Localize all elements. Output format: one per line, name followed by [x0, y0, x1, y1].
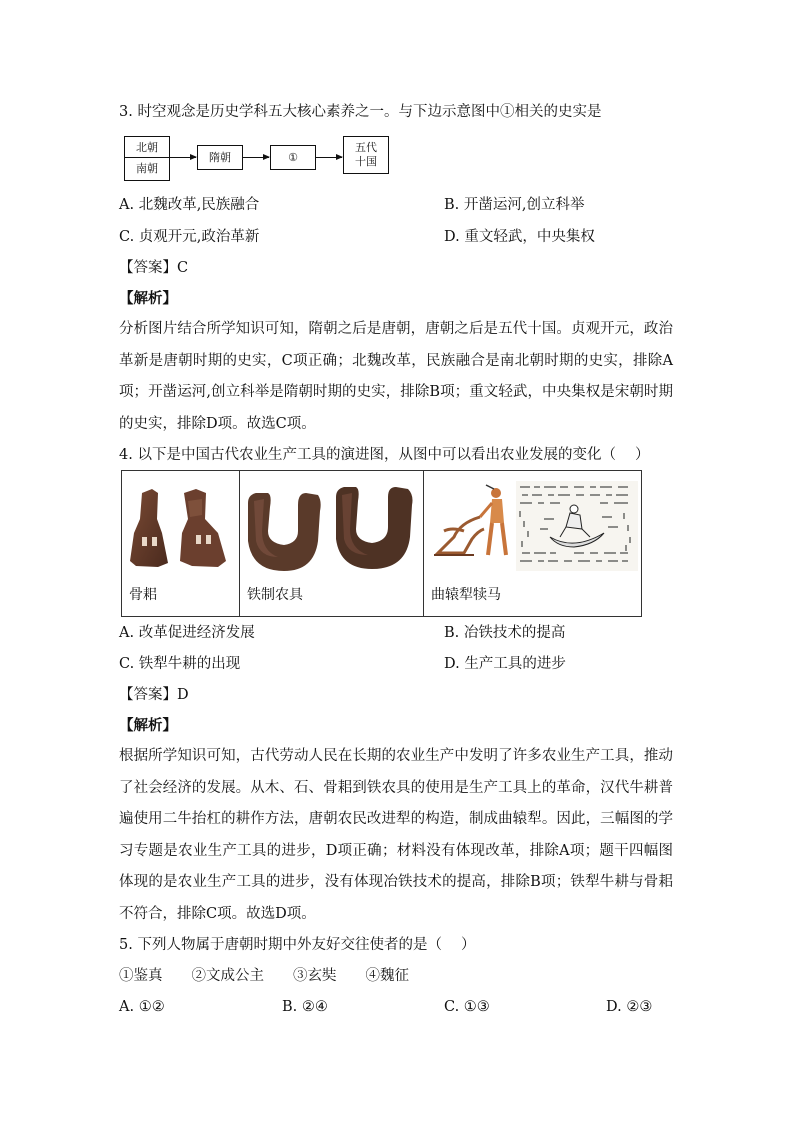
q4-cell-curved-plow: [424, 471, 641, 616]
q4-analysis: 根据所学知识可知，古代劳动人民在长期的农业生产中发明了许多农业生产工具，推动了社会经济的发展。从木、石、骨耜到铁农具的使用是生产工具上的革命，汉代牛耕普遍使用二牛抬杠的耕作方法，唐朝农民改进犁的构造，制成曲辕犁。因此，三幅图的学习专题是农业生产工具的进步，D项正确；材料没有体现改革，排除A项；题干四幅图体现的是农业生产工具的进步，没有体现冶铁技术的提高，排除B项；铁犁牛耕与骨耜不符合，排除C项。故选D项。: [119, 748, 673, 922]
q4-option-c: C. 铁犁牛耕的出现: [119, 656, 241, 672]
arrow-icon: [169, 157, 196, 158]
q3-answer: 【答案】C: [119, 260, 189, 276]
q5-option-a: A. ①②: [119, 999, 165, 1015]
q4-option-b: B. 冶铁技术的提高: [444, 625, 566, 641]
arrow-icon: [315, 157, 342, 158]
q4-stem: 4. 以下是中国古代农业生产工具的演进图，从图中可以看出农业发展的变化（ ）: [119, 447, 650, 463]
diagram-box-five-dynasties: [343, 136, 389, 174]
diagram-box-blank: ①: [270, 145, 316, 170]
q5-items: ①鉴真 ②文成公主 ③玄奘 ④魏征: [119, 968, 409, 984]
bone-spade-image: [122, 471, 239, 581]
q4-option-d: D. 生产工具的进步: [444, 656, 566, 672]
q5-option-b: B. ②④: [282, 999, 328, 1015]
q3-analysis: 分析图片结合所学知识可知，隋朝之后是唐朝，唐朝之后是五代十国。贞观开元，政治革新是唐朝时期的史实，C项正确；北魏改革，民族融合是南北朝时期的史实，排除A项；开凿运河,创立科举是隋朝时期的史实，排除B项；重文轻武，中央集权是宋朝时期的史实，排除D项。故选C项。: [119, 321, 673, 432]
q5-option-c: C. ①③: [444, 999, 490, 1015]
iron-tools-image: [240, 471, 423, 581]
q3-option-c: C. 贞观开元,政治革新: [119, 229, 260, 245]
q3-stem: 3. 时空观念是历史学科五大核心素养之一。与下边示意图中①相关的史实是: [119, 104, 602, 120]
q5-option-d: D. ②③: [606, 999, 653, 1015]
q3-option-a: A. 北魏改革,民族融合: [119, 197, 260, 213]
diagram-box-north: 北朝: [124, 136, 170, 158]
q4-option-a: A. 改革促进经济发展: [119, 625, 255, 641]
diagram-box-five-dynasties-line2: 十国: [355, 155, 377, 168]
q4-cell-bone-spade: [122, 471, 240, 616]
diagram-box-sui: 隋朝: [197, 145, 243, 170]
q3-option-d: D. 重文轻武，中央集权: [444, 229, 595, 245]
arrow-icon: [242, 157, 269, 158]
q3-analysis-label: 【解析】: [119, 290, 177, 307]
q4-answer: 【答案】D: [119, 687, 189, 703]
q4-caption-bone-spade: 骨耜: [129, 587, 157, 603]
q4-image-table: [121, 470, 642, 617]
curved-plow-image: [424, 471, 641, 581]
q4-caption-curved-plow: 曲辕犁犊马: [431, 587, 501, 603]
q5-stem: 5. 下列人物属于唐朝时期中外友好交往使者的是（ ）: [119, 937, 476, 953]
diagram-box-five-dynasties-line1: 五代: [355, 141, 377, 154]
q3-option-b: B. 开凿运河,创立科举: [444, 197, 585, 213]
diagram-box-south: 南朝: [124, 157, 170, 181]
q4-analysis-label: 【解析】: [119, 717, 177, 734]
q4-caption-iron-tools: 铁制农具: [247, 587, 303, 603]
q4-cell-iron-tools: [240, 471, 424, 616]
